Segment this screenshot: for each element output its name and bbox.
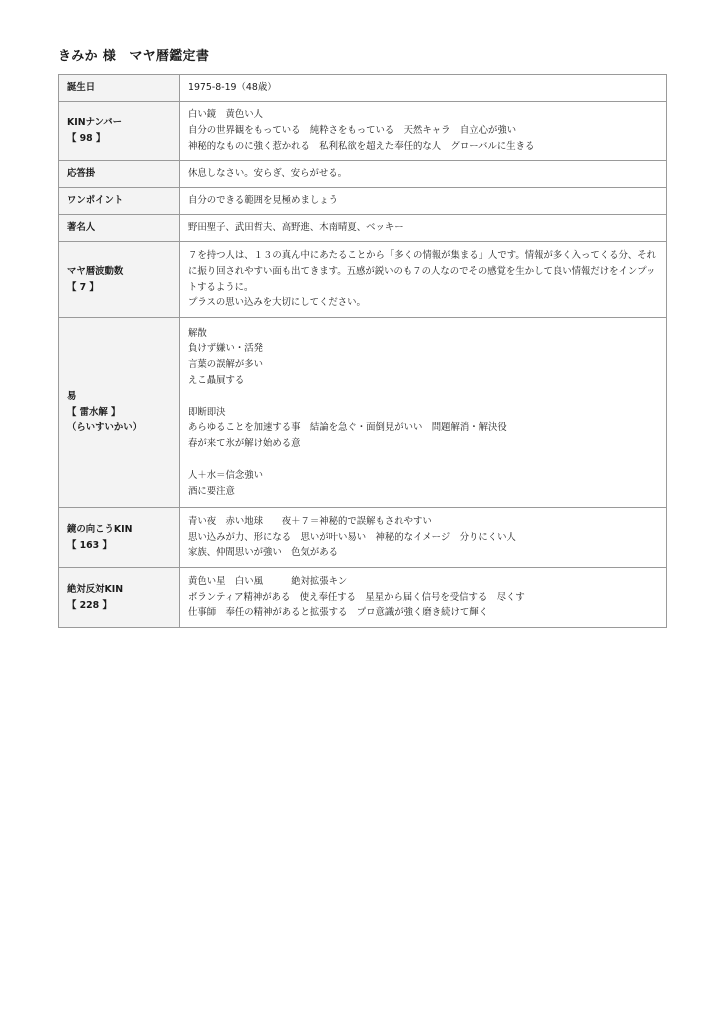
table-row-famous	[59, 215, 667, 242]
label-kin: KINナンバー	[67, 117, 122, 129]
label-onepoint: ワンポイント	[59, 188, 180, 215]
eki-line: あらゆることを加速する事 結論を急ぐ・面倒見がいい 問題解消・解決役	[188, 422, 507, 434]
label-kin-number: 【 98 】	[67, 133, 106, 144]
label-opposite-cell	[59, 568, 180, 628]
label-eki-name: 【 雷水解 】	[67, 406, 121, 418]
mirror-line: 家族、仲間思いが強い 色気がある	[188, 547, 339, 559]
table-row-kin	[59, 102, 667, 161]
label-eki-cell	[59, 318, 180, 508]
table-row-wave	[59, 242, 667, 318]
table-row-answer	[59, 161, 667, 188]
label-answer: 応答掛	[59, 161, 180, 188]
label-birthday: 誕生日	[59, 75, 180, 102]
wave-paragraph-note: プラスの思い込みを大切にしてください。	[188, 297, 366, 309]
value-wave-cell	[180, 242, 667, 318]
eki-line: えこ贔屓する	[188, 375, 245, 386]
eki-line: 人＋水＝信念強い	[188, 469, 264, 481]
label-mirror-cell	[59, 508, 180, 568]
eki-line: 言葉の誤解が多い	[188, 359, 264, 371]
document-title: きみか 様 マヤ暦鑑定書	[58, 49, 210, 64]
label-mirror-number: 【 163 】	[67, 539, 112, 551]
mirror-line: 思い込みが力、形になる 思いが叶い易い 神秘的なイメージ 分りにくい人	[188, 531, 516, 543]
value-answer: 休息しなさい。安らぎ、安らがせる。	[180, 161, 667, 188]
kin-line: 白い鏡 黄色い人	[188, 109, 264, 121]
label-wave-number: 【 7 】	[67, 281, 99, 293]
blank-line	[188, 389, 658, 405]
label-eki-reading: （らいすいかい）	[67, 422, 143, 434]
label-eki: 易	[67, 390, 77, 402]
blank-line	[188, 452, 658, 468]
label-opposite: 絶対反対KIN	[67, 583, 124, 595]
value-eki-cell	[180, 318, 667, 508]
opposite-line: 仕事師 奉任の精神があると拡張する プロ意識が強く磨き続けて輝く	[188, 607, 489, 619]
kin-line: 自分の世界観をもっている 純粋さをもっている 天然キャラ 自立心が強い	[188, 125, 517, 137]
table-row-birthday	[59, 75, 667, 102]
label-wave-cell	[59, 242, 180, 318]
eki-line: 春が来て氷が解け始める意	[188, 438, 301, 450]
label-kin-cell	[59, 102, 180, 161]
table-row-mirror	[59, 508, 667, 568]
table-row-opposite	[59, 568, 667, 628]
label-mirror: 鏡の向こうKIN	[67, 523, 133, 535]
value-famous: 野田聖子、武田哲夫、高野進、木南晴夏、ベッキー	[180, 215, 667, 242]
value-mirror-cell	[180, 508, 667, 568]
kin-line: 神秘的なものに強く惹かれる 私利私欲を超えた奉任的な人 グローバルに生きる	[188, 140, 535, 152]
wave-paragraph: ７を持つ人は、１３の真ん中にあたることから「多くの情報が集まる」人です。情報が多く入ってくる分、それに振り回されやすい面も出てきます。五感が鋭いのも７の人なのでその感覚を生かして良い情報だけをインプットするように。	[188, 249, 657, 293]
opposite-line: ボランティア精神がある 使え奉任する 星星から届く信号を受信する 尽くす	[188, 591, 525, 603]
eki-line: 酒に要注意	[188, 485, 235, 497]
value-onepoint: 自分のできる範囲を見極めましょう	[180, 188, 667, 215]
value-kin-cell	[180, 102, 667, 161]
value-birthday: 1975-8-19（48歳）	[180, 75, 667, 102]
opposite-line: 黄色い星 白い風 絶対拡張キン	[188, 575, 348, 587]
table-row-eki	[59, 318, 667, 508]
appraisal-table	[58, 74, 667, 628]
eki-line: 解散	[188, 327, 207, 339]
eki-line: 即断即決	[188, 406, 226, 418]
value-opposite-cell	[180, 568, 667, 628]
eki-line: 負けず嫌い・活発	[188, 343, 264, 355]
mirror-line: 青い夜 赤い地球 夜＋７＝神秘的で誤解もされやすい	[188, 515, 432, 527]
label-famous: 著名人	[59, 215, 180, 242]
label-wave: マヤ暦波動数	[67, 265, 124, 277]
label-opposite-number: 【 228 】	[67, 599, 112, 611]
table-row-onepoint	[59, 188, 667, 215]
